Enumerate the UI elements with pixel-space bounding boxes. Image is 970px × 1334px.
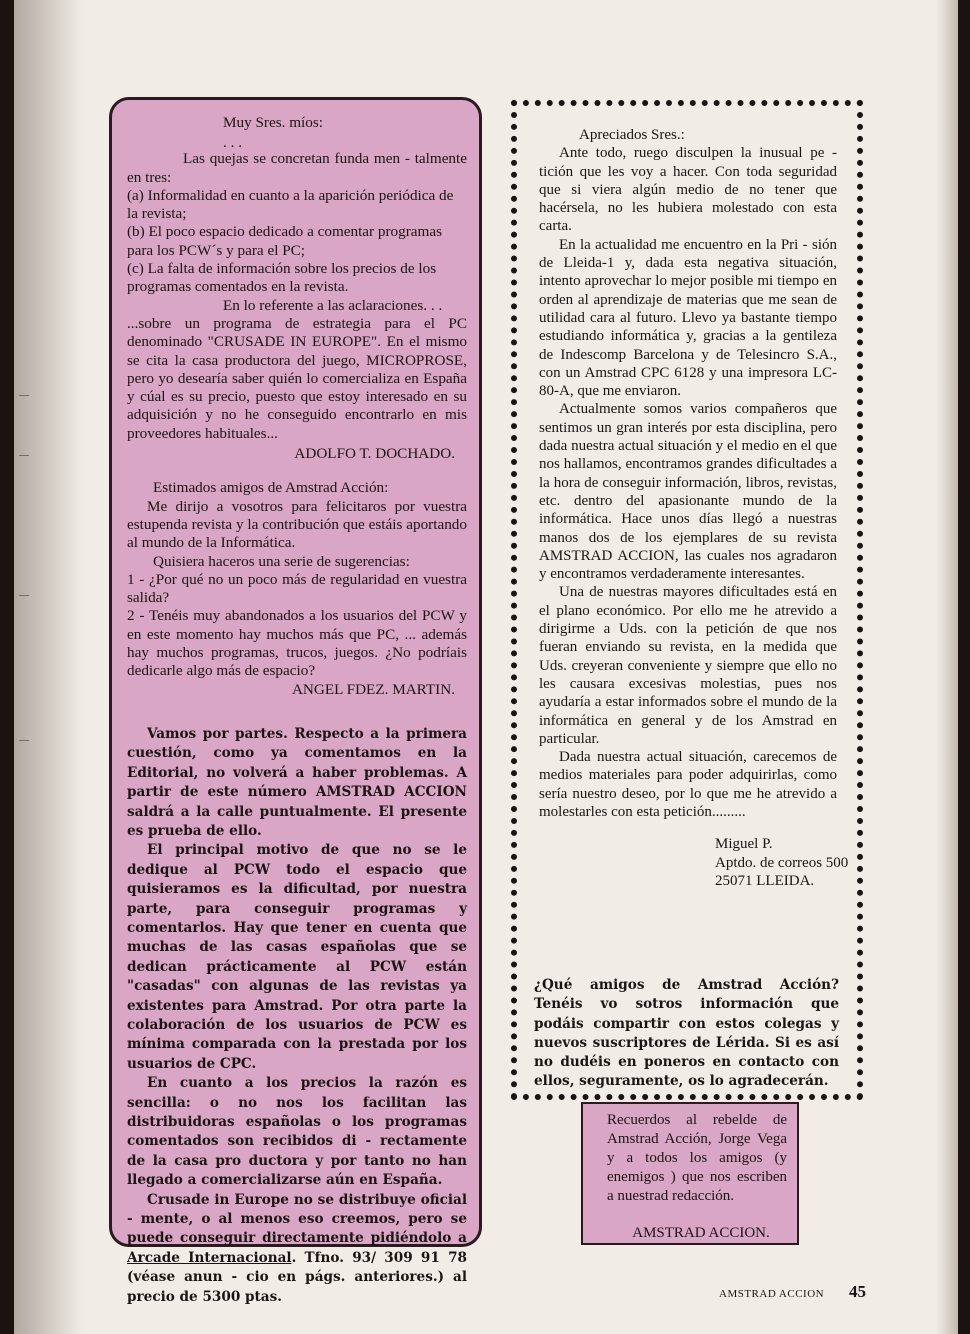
letter-paragraph: Ante todo, ruego disculpen la inusual pe - tición que les voy a hacer. Con toda seguridad que si viera algún medio de no tener que hacérsela, no les hubiera molestado con esta carta. [539, 145, 837, 235]
complaint-item-c: (c) La falta de información sobre los precios de los programas comentados en la revista. [127, 260, 437, 296]
footer-magazine-name: AMSTRAD ACCION [719, 1288, 825, 1300]
reply-paragraph: En cuanto a los precios la razón es sencilla: o no nos los facilitan las distribuidoras españolas o los programas comentados son recibidos di - rectamente de la casa pro ductora y por tanto no han llegado a comercializarse aún en España. [127, 1075, 467, 1189]
letter-paragraph: Una de nuestras mayores dificultades está en el plano económico. Por ello me he atrevido a dirigirme a Uds. con la petición de que nos fueran enviando su revista, en la medida que Uds. creyeran conveniente y siempre que ello no les causara excesivas molestias, pues nos ayudaría a estar informados sobre el mundo de la informática en general y de los Amstrad en particular. [539, 584, 837, 747]
letter-salutation: Apreciados Sres.: [579, 127, 685, 143]
clarification-line: En lo referente a las aclaraciones. . . [223, 296, 443, 314]
complaint-item-a: (a) Informalidad en cuanto a la aparición periódica de la revista; [127, 186, 454, 223]
page-edge [936, 0, 958, 1334]
letters-box-right [511, 100, 863, 1100]
letter-signature: ANGEL FDEZ. MARTIN. [291, 680, 455, 698]
letter-signature: Miguel P. [715, 836, 773, 853]
letters-panel-left [109, 97, 482, 1305]
reply-paragraph: El principal motivo de que no se le dedique al PCW todo el espacio que quisieramos es la dificultad, por nuestra parte, para conseguir programas y comentarlos. Hay que tener en cuenta que muchas de las casas españolas que se dedican prácticamente al PCW están "casadas" con algunas de las revistas ya existentes para Amstrad. Por otra parte la colaboración de los usuarios de PCW es mínima comparada con la prestada por los usuarios de CPC. [127, 842, 467, 1072]
arcade-link: Arcade Internacional [127, 1249, 292, 1266]
binding-shadow [14, 0, 84, 1334]
complaint-item-b: (b) El poco espacio dedicado a comentar programas para los PCW´s y para el PC; [127, 223, 443, 259]
editorial-reply [127, 725, 467, 1307]
margin-mark [19, 740, 29, 741]
letter-signature: ADOLFO T. DOCHADO. [294, 445, 455, 463]
letter-paragraph: Quisiera haceros una serie de sugerencias: [153, 552, 410, 570]
letter-body: ...sobre un programa de estrategia para el PC denominado "CRUSADE IN EUROPE". En el mismo se cita la casa productora del juego, MICROPROSE, pero yo desearía saber quién lo comercializa en España y cúal es su precio, puesto que estoy interesado en su adquisición y no he conseguido encontrarlo en mis proveedores habituales... [127, 314, 467, 442]
signature-address: Aptdo. de correos 500 [715, 854, 849, 871]
suggestion-item: 1 - ¿Por qué no un poco más de regularidad en vuestra salida? [127, 570, 467, 607]
letter-paragraph: En la actualidad me encuentro en la Pri - sión de Lleida-1 y, dada esta negativa situación, intento aprovechar lo mejor posible mi tiempo en orden al aprendizaje de materias que me sean de utilidad cara al futuro. Llevo ya bastante tiempo estudiando informática y, gracias a la gentileza de Indescomp Barcelona y de Telesincro S.A., con un Amstrad CPC 6128 y una impresora LC-80-A, que me enviaron. [539, 236, 837, 400]
letter-paragraph: Dada nuestra actual situación, carecemos de medios materiales para poder adquirirlas, como sería nuestro deseo, por lo que me he atrevido a molestarles con esta petición......... [539, 749, 837, 820]
greetings-box [581, 1102, 799, 1245]
reply-paragraph: Vamos por partes. Respecto a la primera cuestión, como ya comentamos en la Editorial, no volverá a haber problemas. A partir de este número AMSTRAD ACCION saldrá a la calle puntualmente. El presente es prueba de ello. [127, 725, 467, 839]
greetings-signature: AMSTRAD ACCION. [632, 1225, 770, 1241]
letter-salutation: Estimados amigos de Amstrad Acción: [153, 479, 389, 497]
letter-paragraph: Me dirijo a vosotros para felicitaros por vuestra estupenda revista y la contribución que estáis aportando al mundo de la Informática. [127, 497, 467, 552]
magazine-page [14, 0, 958, 1334]
margin-mark [19, 395, 29, 396]
page-number: 45 [849, 1282, 866, 1301]
greetings-text: Recuerdos al rebelde de Amstrad Acción, Jorge Vega y a todos los amigos (y enemigos ) que nos escriben a nuestrad redacción. [607, 1112, 787, 1204]
reply-paragraph: Crusade in Europe no se distribuye oficial - mente, o al menos eso creemos, pero se puede conseguir directamente pidiéndolo a Arcade Internacional. Tfno. 93/ 309 91 78 (véase anun - cio en págs. anteriores.) al precio de 5300 ptas. [127, 1191, 467, 1305]
letter-paragraph: Actualmente somos varios compañeros que sentimos un gran interés por esta disciplina, pero dada nuestra actual situación y el medio en el que nos hallamos, encontramos grandes dificultades a la hora de conseguir información, libros, revistas, etc. dentro del apasionante mundo de la informática. Hace unos días llegó a nuestras manos dos de los ejemplares de su revista AMSTRAD ACCION, las cuales nos agradaron y encontramos verdaderamente interesantes. [539, 401, 837, 583]
suggestion-item: 2 - Tenéis muy abandonados a los usuarios del PCW y en este momento hay muchos más que PC, ... además hay muchos programas, trucos, juegos. ¿No podríais dedicarle algo más de espacio? [127, 607, 467, 680]
letter-intro: Las quejas se concretan funda men - talmente en tres: [127, 150, 467, 186]
signature-city: 25071 LLEIDA. [715, 872, 815, 889]
letter-salutation: Muy Sres. míos: [223, 114, 323, 131]
margin-mark [19, 595, 29, 596]
ellipsis: . . . [223, 134, 242, 152]
margin-mark [19, 455, 29, 456]
editorial-reply: ¿Qué amigos de Amstrad Acción? Tenéis vo sotros información que podáis compartir con estos colegas y nuevos suscriptores de Lérida. Si es así no dudéis en poneros en contacto con ellos, seguramente, os lo agradecerán. [534, 977, 839, 1090]
